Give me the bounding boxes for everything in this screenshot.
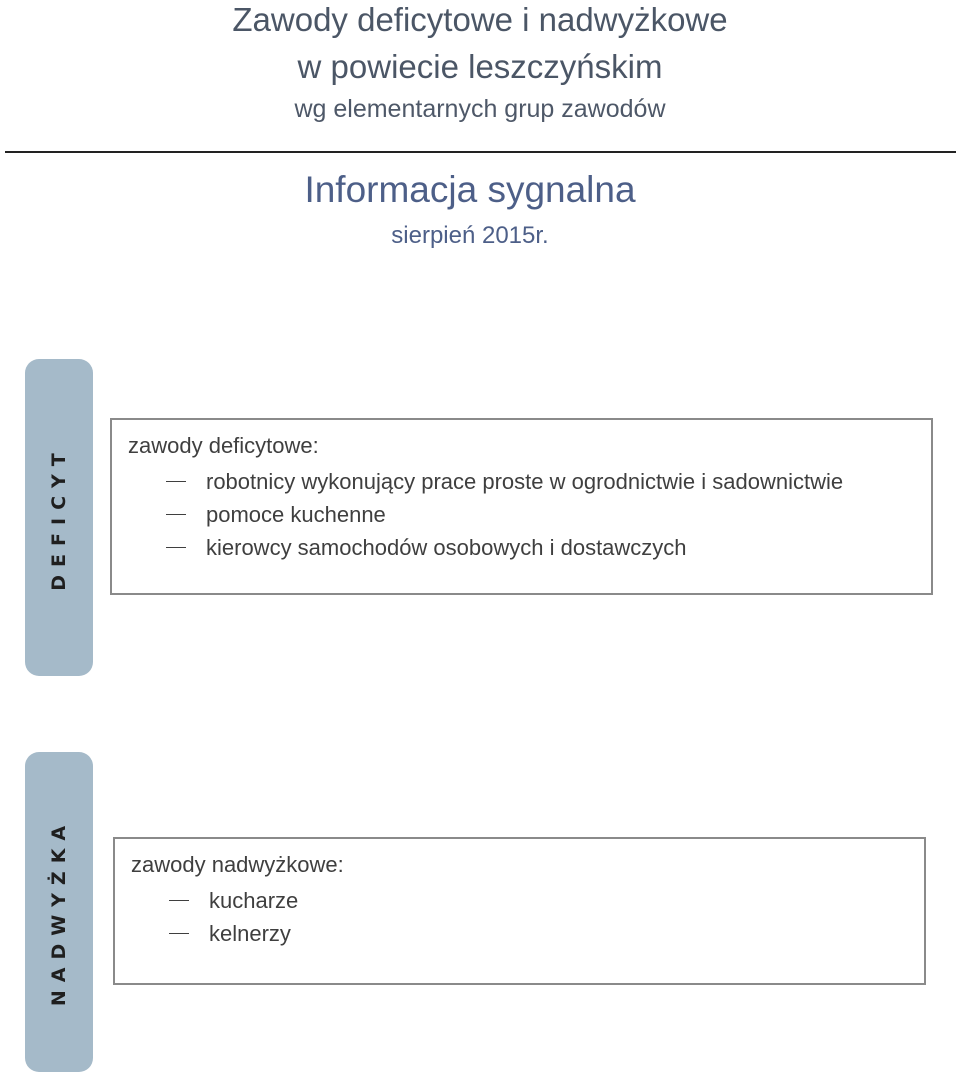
deficit-tab-label: DEFICYT [48, 444, 70, 591]
surplus-tab-label: NADWYŻKA [48, 817, 70, 1007]
document-title: Zawody deficytowe i nadwyżkowe [232, 1, 728, 38]
header-divider [5, 151, 956, 153]
deficit-box [110, 418, 933, 595]
document-subtitle: wg elementarnych grup zawodów [294, 95, 666, 123]
surplus-heading: zawody nadwyżkowe: [131, 852, 344, 877]
info-date: sierpień 2015r. [391, 222, 549, 249]
deficit-heading: zawody deficytowe: [128, 433, 319, 458]
list-item-text: pomoce kuchenne [206, 502, 386, 527]
document-title-region: w powiecie leszczyńskim [297, 48, 663, 85]
info-heading: Informacja sygnalna [304, 169, 636, 210]
dash-bullet-icon [166, 481, 186, 482]
dash-bullet-icon [166, 547, 186, 548]
list-item-text: kucharze [209, 888, 299, 913]
dash-bullet-icon [169, 933, 189, 934]
list-item-text: kelnerzy [209, 921, 291, 946]
dash-bullet-icon [166, 514, 186, 515]
deficit-side-tab [25, 359, 93, 676]
surplus-side-tab [25, 752, 93, 1072]
dash-bullet-icon [169, 900, 189, 901]
surplus-box [113, 837, 926, 985]
list-item-text: robotnicy wykonujący prace proste w ogrodnictwie i sadownictwie [206, 469, 844, 494]
list-item-text: kierowcy samochodów osobowych i dostawczych [206, 535, 687, 560]
